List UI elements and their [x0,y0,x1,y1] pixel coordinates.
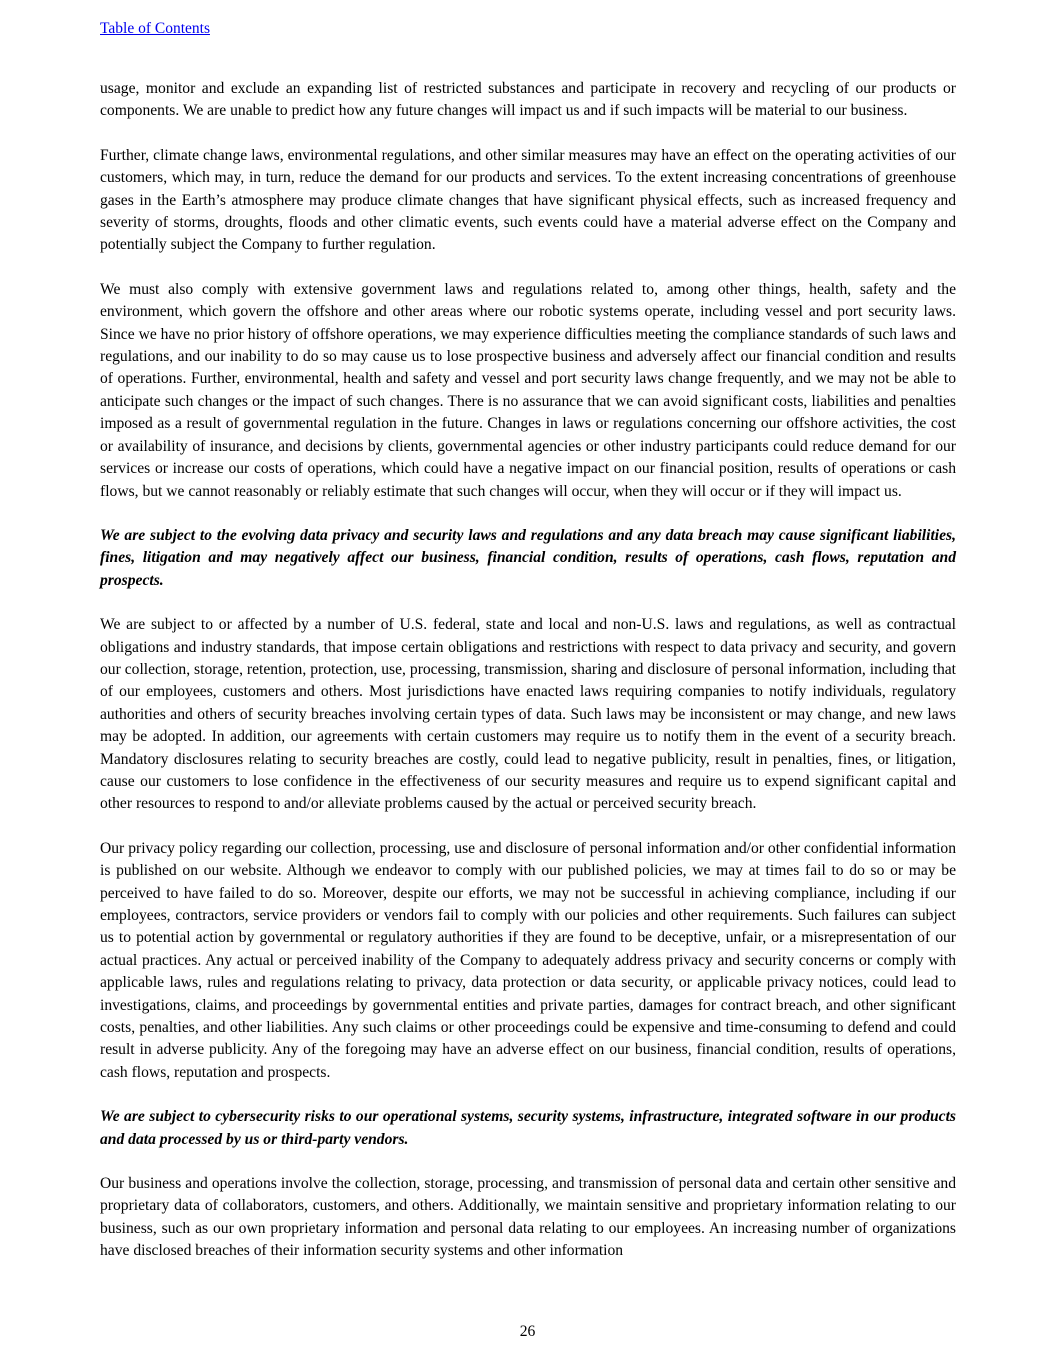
paragraph-climate-change-laws: Further, climate change laws, environmental regulations, and other similar measures may have an effect on the operating activities of our customers, which may, in turn, reduce the demand for our products and services. To the extent increasing concentrations of greenhouse gases in the Earth’s atmosphere may produce climate changes that have significant physical effects, such as increased frequency and severity of storms, droughts, floods and other climatic events, such events could have a material adverse effect on the Company and potentially subject the Company to further regulation. [100,146,956,254]
document-body [100,78,956,1263]
paragraph-privacy-policy: Our privacy policy regarding our collection, processing, use and disclosure of personal information and/or other confidential information is published on our website. Although we endeavor to comply with our published policies, we may at times fail to do so or may be perceived to have failed to do so. Moreover, despite our efforts, we may not be successful in achieving compliance, including if our employees, contractors, service providers or vendors fail to comply with our policies and other requirements. Such failures can subject us to potential action by governmental or regulatory authorities if they are found to be deceptive, unfair, or a misrepresentation of our actual practices. Any actual or perceived inability of the Company to adequately address privacy and security concerns or comply with applicable laws, rules and regulations relating to privacy, data protection or data security, or applicable privacy notices, could lead to investigations, claims, and proceedings by governmental entities and private parties, damages for contract breach, and other significant costs, penalties, and other liabilities. Any such claims or other proceedings could be expensive and time-consuming to defend and could result in adverse publicity. Any of the foregoing may have an adverse effect on our business, financial condition, results of operations, cash flows, reputation and prospects. [100,839,956,1081]
table-of-contents-link[interactable]: Table of Contents [100,20,210,37]
paragraph-data-privacy-laws: We are subject to or affected by a number of U.S. federal, state and local and non-U.S. laws and regulations, as well as contractual obligations and industry standards, that impose certain obligations and restrictions with respect to data privacy and security, and govern our collection, storage, retention, protection, use, processing, transmission, sharing and disclosure of personal information, including that of our employees, customers and others. Most jurisdictions have enacted laws requiring companies to notify individuals, regulatory authorities and others of security breaches involving certain types of data. Such laws may be inconsistent or may change, and new laws may be adopted. In addition, our agreements with certain customers may require us to notify them in the event of a security breach. Mandatory disclosures relating to security breaches are costly, could lead to negative publicity, result in penalties, fines, or litigation, cause our customers to lose confidence in the effectiveness of our security measures and require us to expend significant capital and other resources to respond to and/or alleviate problems caused by the actual or perceived security breach. [100,616,956,813]
paragraph-business-operations-data: Our business and operations involve the collection, storage, processing, and transmission of personal data and certain other sensitive and proprietary data of collaborators, customers, and others. Additionally, we maintain sensitive and proprietary information relating to our business, such as our own proprietary information and personal data relating to our employees. An increasing number of organizations have disclosed breaches of their information security systems and other information [100,1175,956,1260]
page-number: 26 [519,1323,536,1340]
risk-heading-data-privacy: We are subject to the evolving data privacy and security laws and regulations and any data breach may cause significant liabilities, fines, litigation and may negatively affect our business, financial condition, results of operations, cash flows, reputation and prospects. [100,526,956,589]
risk-heading-cybersecurity: We are subject to cybersecurity risks to our operational systems, security systems, infrastructure, integrated software in our products and data processed by us or third-party vendors. [100,1108,956,1148]
paragraph-government-laws-offshore: We must also comply with extensive government laws and regulations related to, among other things, health, safety and the environment, which govern the offshore and other areas where our robotic systems operate, including vessel and port security laws. Since we have no prior history of offshore operations, we may experience difficulties meeting the compliance standards of such laws and regulations, and our inability to do so may cause us to lose prospective business and adversely affect our financial condition and results of operations. Further, environmental, health and safety and vessel and port security laws change frequently, and we may not be able to anticipate such changes or the impact of such changes. There is no assurance that we can avoid significant costs, liabilities and penalties imposed as a result of governmental regulation in the future. Changes in laws or regulations concerning our offshore activities, the cost or availability of insurance, and decisions by clients, governmental agencies or other industry participants could reduce demand for our services or increase our costs of operations, which could have a negative impact on our financial position, results of operations or cash flows, but we cannot reasonably or reliably estimate that such changes will occur, when they will occur or if they will impact us. [100,280,956,500]
page-footer [0,1323,1055,1341]
paragraph-restricted-substances: usage, monitor and exclude an expanding list of restricted substances and participate in recovery and recycling of our products or components. We are unable to predict how any future changes will impact us and if such impacts will be material to our business. [100,80,956,120]
